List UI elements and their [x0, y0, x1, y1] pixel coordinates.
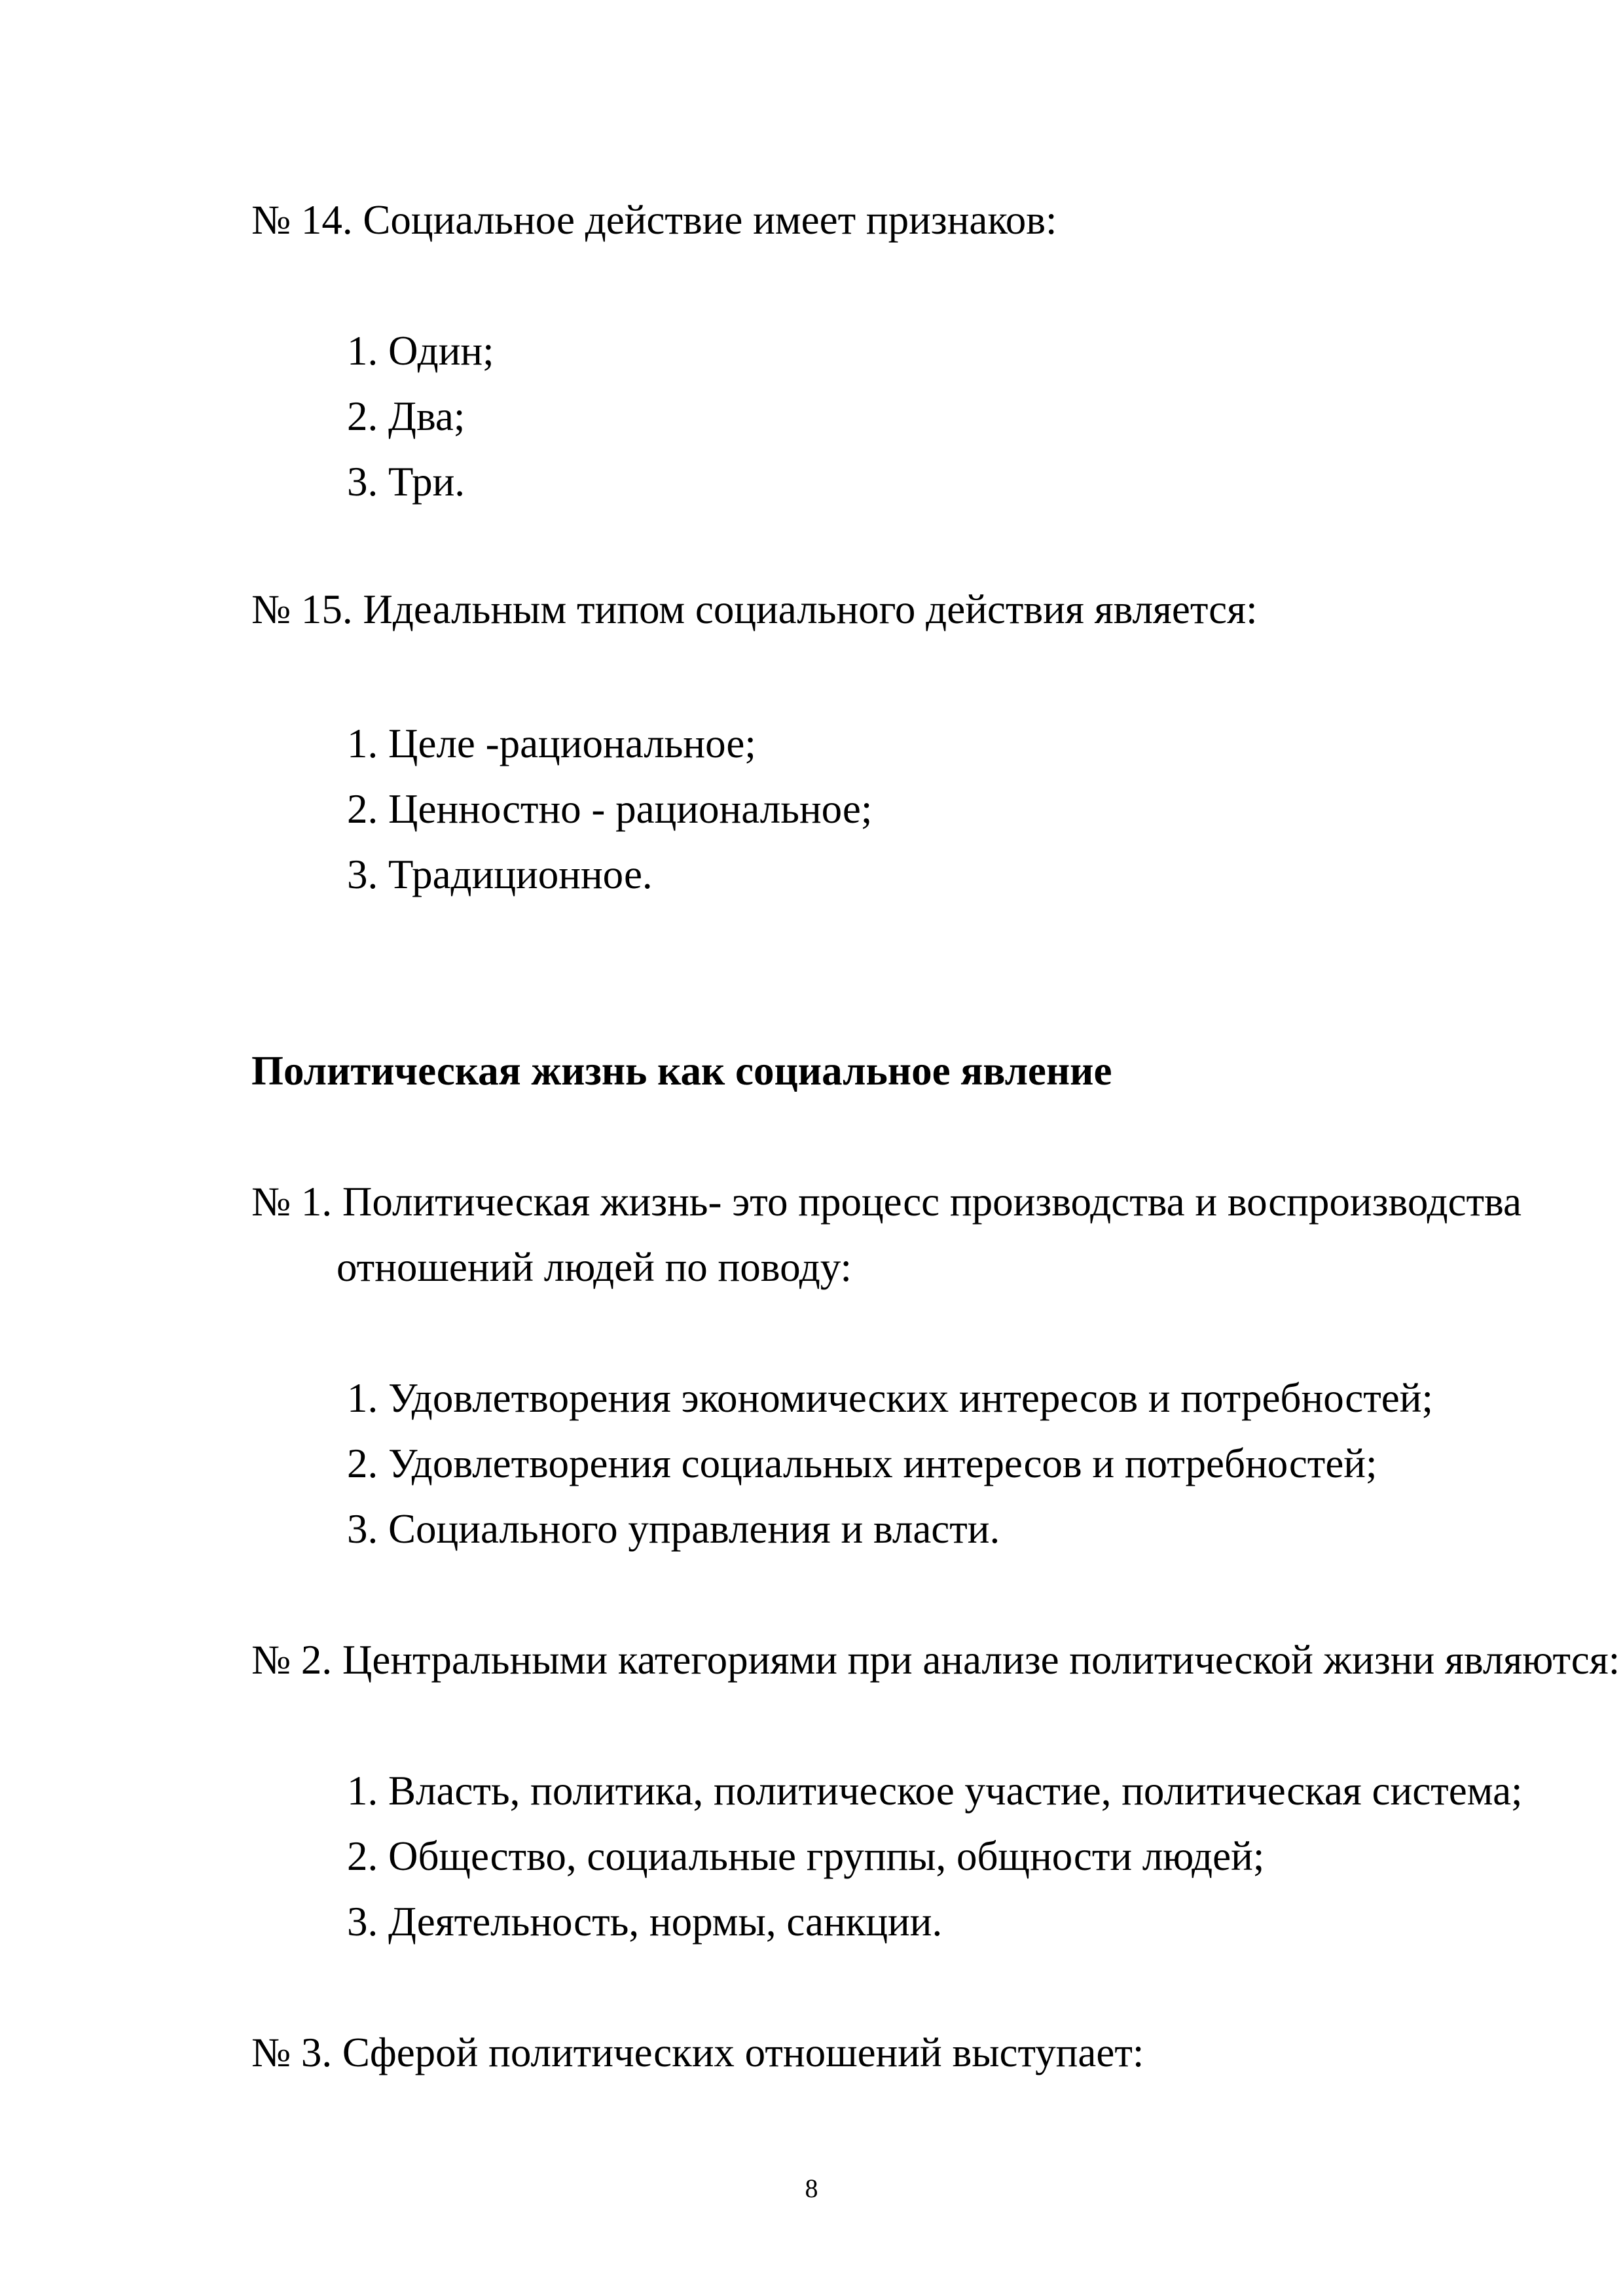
page-number: 8: [805, 2174, 818, 2203]
question-1-option-2: 2. Удовлетворения социальных интересов и потребностей;: [347, 1441, 1377, 1486]
question-15-option-3: 3. Традиционное.: [347, 852, 653, 897]
question-14-option-1: 1. Один;: [347, 328, 494, 374]
question-15-option-1: 1. Целе -рациональное;: [347, 721, 756, 766]
question-1-line-1: № 1. Политическая жизнь- это процесс производства и воспроизводства: [251, 1179, 1522, 1225]
question-15: № 15. Идеальным типом социального действия является:: [251, 586, 1258, 632]
question-2-option-2: 2. Общество, социальные группы, общности людей;: [347, 1833, 1265, 1879]
question-14: № 14. Социальное действие имеет признаков:: [251, 197, 1057, 243]
question-2-option-1: 1. Власть, политика, политическое участие, политическая система;: [347, 1768, 1523, 1814]
question-14-option-3: 3. Три.: [347, 459, 465, 505]
question-1-option-3: 3. Социального управления и власти.: [347, 1506, 1000, 1552]
question-2-option-3: 3. Деятельность, нормы, санкции.: [347, 1899, 943, 1945]
section-heading: Политическая жизнь как социальное явление: [251, 1048, 1112, 1094]
question-14-option-2: 2. Два;: [347, 393, 465, 439]
question-3: № 3. Сферой политических отношений выступает:: [251, 2030, 1144, 2075]
question-2: № 2. Центральными категориями при анализе политической жизни являются:: [251, 1637, 1620, 1683]
question-1-option-1: 1. Удовлетворения экономических интересов и потребностей;: [347, 1375, 1433, 1421]
question-15-option-2: 2. Ценностно - рациональное;: [347, 786, 873, 832]
question-1-line-2: отношений людей по поводу:: [337, 1244, 852, 1290]
